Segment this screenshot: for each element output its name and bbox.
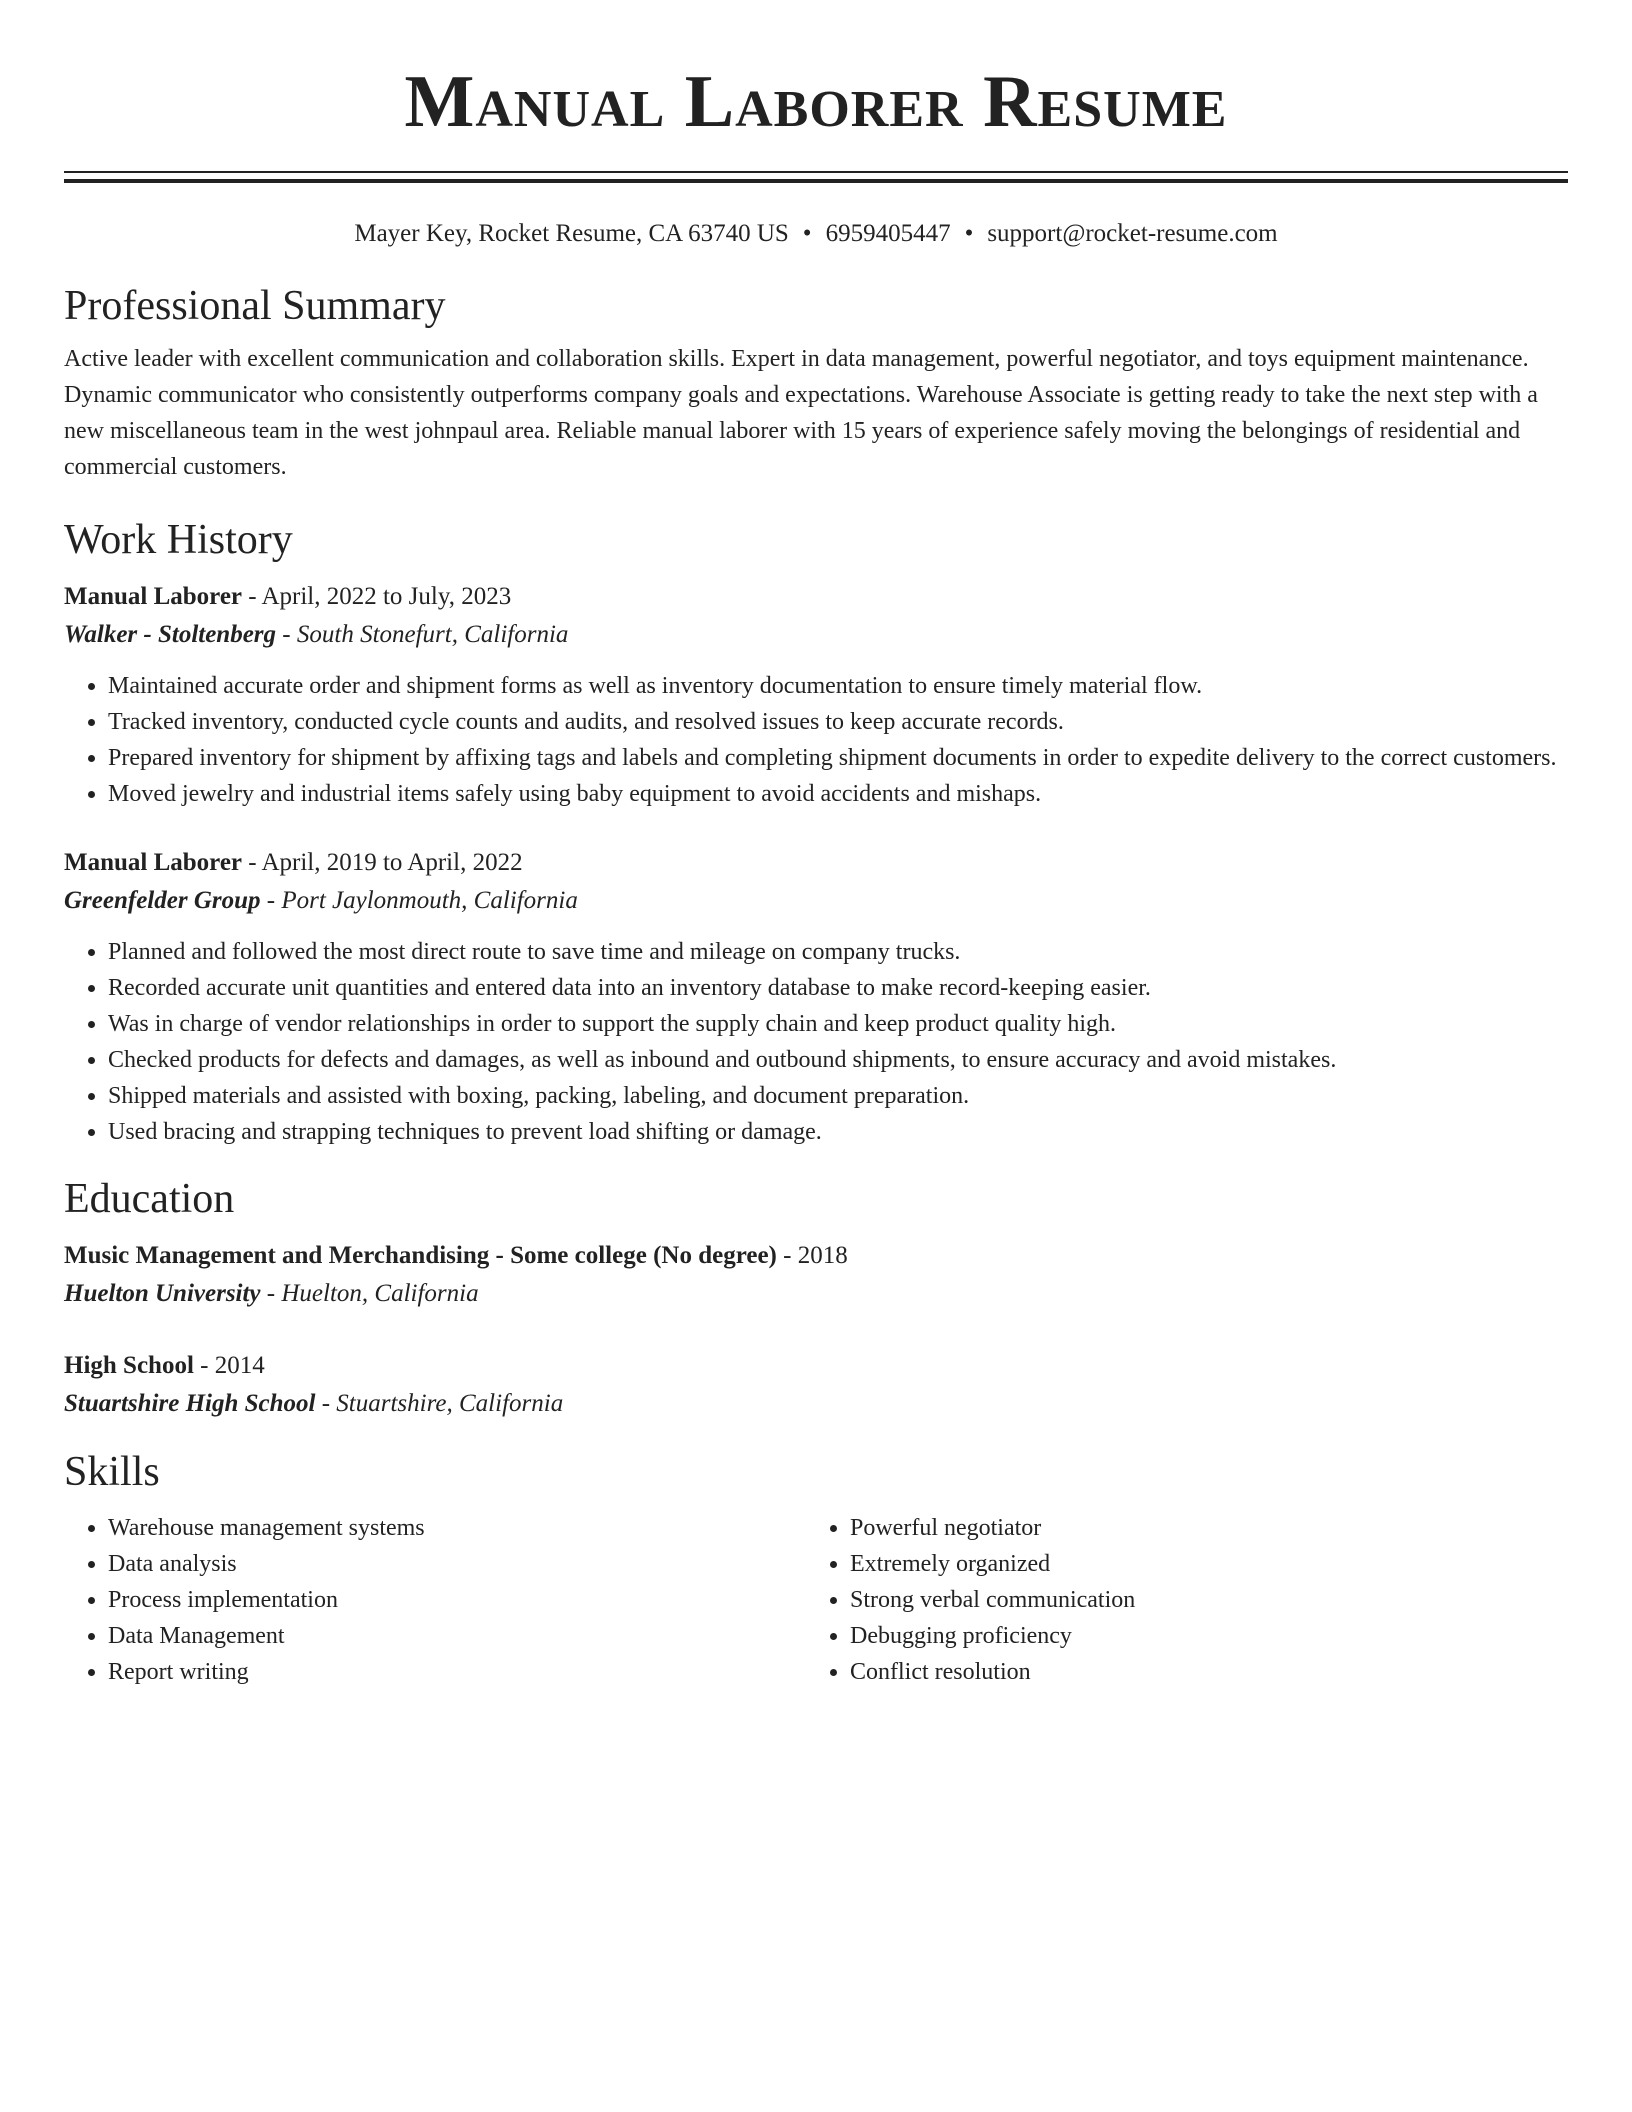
work-history-section: [64, 514, 1568, 1150]
work-history-heading: Work History: [64, 517, 293, 563]
job-title: Manual Laborer: [64, 583, 243, 610]
degree-year: - 2018: [776, 1242, 848, 1269]
list-item: • Recorded accurate unit quantities and entered data into an inventory database to make record-keeping easier.: [108, 970, 1568, 1006]
school-location: - Huelton, California: [260, 1280, 479, 1307]
job-entry: [64, 844, 1568, 1150]
skills-heading: Skills: [64, 1449, 160, 1495]
list-item: • Moved jewelry and industrial items safely using baby equipment to avoid accidents and mishaps.: [108, 776, 1568, 812]
list-item: • Shipped materials and assisted with boxing, packing, labeling, and document preparation.: [108, 1078, 1568, 1114]
skills-list-left: [64, 1510, 806, 1690]
skill-item: • Powerful negotiator: [850, 1510, 1548, 1546]
skill-item: • Warehouse management systems: [108, 1510, 806, 1546]
summary-text: Active leader with excellent communication and collaboration skills. Expert in data management, powerful negotiator, and toys equipment maintenance. Dynamic communicator who consistently outperforms company goals and expectations. Warehouse Associate is getting ready to take the next step with a new miscellaneous team in the west johnpaul area. Reliable manual laborer with 15 years of experience safely moving the belongings of residential and commercial customers.: [64, 346, 1538, 480]
school-location: - Stuartshire, California: [315, 1390, 564, 1417]
contact-line: [64, 219, 1568, 249]
degree-line: [64, 1347, 1568, 1385]
contact-address: Mayer Key, Rocket Resume, CA 63740 US: [354, 220, 789, 247]
job-entry: [64, 578, 1568, 812]
degree-year: - 2014: [193, 1352, 265, 1379]
job-dates: - April, 2019 to April, 2022: [242, 849, 523, 876]
job-company-line: [64, 882, 1568, 920]
contact-separator: •: [802, 220, 812, 247]
title-divider-top: [64, 171, 1568, 173]
list-item: • Maintained accurate order and shipment forms as well as inventory documentation to ensure timely material flow.: [108, 668, 1568, 704]
job-location: - Port Jaylonmouth, California: [260, 887, 578, 914]
school-line: [64, 1275, 1568, 1313]
job-company: Walker - Stoltenberg: [64, 621, 277, 648]
education-heading: Education: [64, 1176, 235, 1222]
skill-item: • Data Management: [108, 1618, 806, 1654]
job-title-line: [64, 578, 1568, 616]
skills-list-right: [806, 1510, 1548, 1690]
title-divider-bottom: [64, 179, 1568, 183]
job-title-line: [64, 844, 1568, 882]
job-company: Greenfelder Group: [64, 887, 261, 914]
summary-section: [64, 280, 1568, 485]
education-entry: [64, 1237, 1568, 1313]
list-item: • Planned and followed the most direct route to save time and mileage on company trucks.: [108, 934, 1568, 970]
skill-item: • Data analysis: [108, 1546, 806, 1582]
school-line: [64, 1385, 1568, 1423]
job-duties-list: [64, 668, 1568, 812]
job-location: - South Stonefurt, California: [276, 621, 569, 648]
list-item: • Was in charge of vendor relationships in order to support the supply chain and keep product quality high.: [108, 1006, 1568, 1042]
school-name: Huelton University: [64, 1280, 261, 1307]
skill-item: • Strong verbal communication: [850, 1582, 1548, 1618]
list-item: • Tracked inventory, conducted cycle counts and audits, and resolved issues to keep accurate records.: [108, 704, 1568, 740]
education-section: [64, 1173, 1568, 1423]
skills-section: [64, 1446, 1568, 1690]
contact-email: support@rocket-resume.com: [987, 220, 1278, 247]
job-title: Manual Laborer: [64, 849, 243, 876]
list-item: • Used bracing and strapping techniques to prevent load shifting or damage.: [108, 1114, 1568, 1150]
resume-title: Manual Laborer Resume: [404, 61, 1228, 143]
job-duties-list: [64, 934, 1568, 1150]
skill-item: • Process implementation: [108, 1582, 806, 1618]
skill-item: • Conflict resolution: [850, 1654, 1548, 1690]
list-item: • Prepared inventory for shipment by affixing tags and labels and completing shipment documents in order to expedite delivery to the correct customers.: [108, 740, 1568, 776]
skill-item: • Extremely organized: [850, 1546, 1548, 1582]
skill-item: • Debugging proficiency: [850, 1618, 1548, 1654]
contact-separator: •: [964, 220, 974, 247]
skills-columns: [64, 1510, 1568, 1690]
job-company-line: [64, 616, 1568, 654]
degree-name: Music Management and Merchandising - Some college (No degree): [64, 1242, 777, 1269]
contact-phone: 6959405447: [825, 220, 951, 247]
job-dates: - April, 2022 to July, 2023: [242, 583, 512, 610]
degree-line: [64, 1237, 1568, 1275]
skill-item: • Report writing: [108, 1654, 806, 1690]
education-entry: [64, 1347, 1568, 1423]
list-item: • Checked products for defects and damages, as well as inbound and outbound shipments, to ensure accuracy and avoid mistakes.: [108, 1042, 1568, 1078]
school-name: Stuartshire High School: [64, 1390, 316, 1417]
degree-name: High School: [64, 1352, 194, 1379]
summary-heading: Professional Summary: [64, 283, 446, 329]
